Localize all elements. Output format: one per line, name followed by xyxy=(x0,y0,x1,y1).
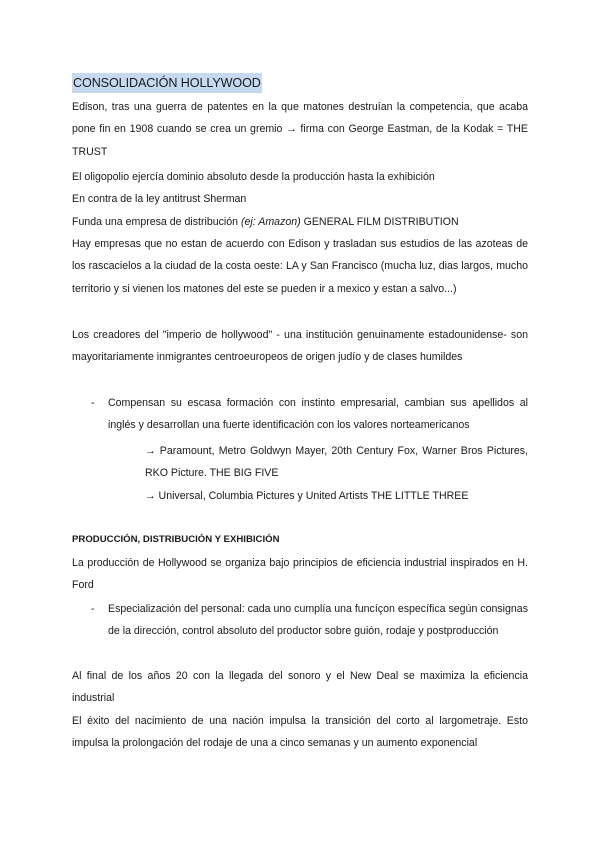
list-item-little-three: → Universal, Columbia Pictures y United Artists THE LITTLE THREE xyxy=(145,490,469,502)
list-item-compensation: Compensan su escasa formación con instinto empresarial, cambian sus apellidos al inglés y desarrollan una fuerte identificación con los valores norteamericanos xyxy=(108,397,528,432)
distribution-company: GENERAL FILM DISTRIBUTION xyxy=(300,216,459,228)
paragraph-hollywood-creators: Los creadores del "imperio de hollywood" - una institución genuinamente estadounidense- son mayoritariamente inmigrantes centroeuropeos de origen judío y de clases humildes xyxy=(72,329,528,364)
page-title: CONSOLIDACIÓN HOLLYWOOD xyxy=(72,73,262,93)
list-item-specialization: Especialización del personal: cada uno cumplía una funcíçon específica según consignas de la dirección, control absoluto del productor sobre guión, rodaje y postproducción xyxy=(108,603,528,638)
list-dash: - xyxy=(91,603,95,615)
distribution-example: (ej: Amazon) xyxy=(241,216,301,228)
paragraph-west-coast: Hay empresas que no estan de acuerdo con Edison y trasladan sus estudios de las azoteas de los rascacielos a la ciudad de la costa oeste: LA y San Francisco (mucha luz, dias largos, mucho territorio y si vienen los matones del este se pueden ir a mexico y estan a salvo...) xyxy=(72,238,528,295)
distribution-text: Funda una empresa de distribución xyxy=(72,216,242,228)
paragraph-distribution xyxy=(72,211,528,233)
section-heading-production: PRODUCCIÓN, DISTRIBUCIÓN Y EXHIBICIÓN xyxy=(72,534,280,545)
paragraph-antitrust: En contra de la ley antitrust Sherman xyxy=(72,193,247,205)
paragraph-oligopoly: El oligopolio ejercía dominio absoluto desde la producción hasta la exhibición xyxy=(72,171,435,183)
paragraph-sound-new-deal: Al final de los años 20 con la llegada del sonoro y el New Deal se maximiza la eficiencia industrial xyxy=(72,670,528,705)
paragraph-feature-film: El éxito del nacimiento de una nación impulsa la transición del corto al largometraje. Esto impulsa la prolongación del rodaje de una a cinco semanas y un aumento exponencial xyxy=(72,715,528,750)
paragraph-edison-trust: Edison, tras una guerra de patentes en la que matones destruían la competencia, que acaba pone fin en 1908 cuando se crea un gremio → firma con George Eastman, de la Kodak = THE TRUST xyxy=(72,101,528,158)
list-item-big-five: → Paramount, Metro Goldwyn Mayer, 20th Century Fox, Warner Bros Pictures, RKO Picture. THE BIG FIVE xyxy=(145,445,528,480)
list-dash: - xyxy=(91,397,95,409)
paragraph-production-efficiency: La producción de Hollywood se organiza bajo principios de eficiencia industrial inspirados en H. Ford xyxy=(72,557,528,592)
